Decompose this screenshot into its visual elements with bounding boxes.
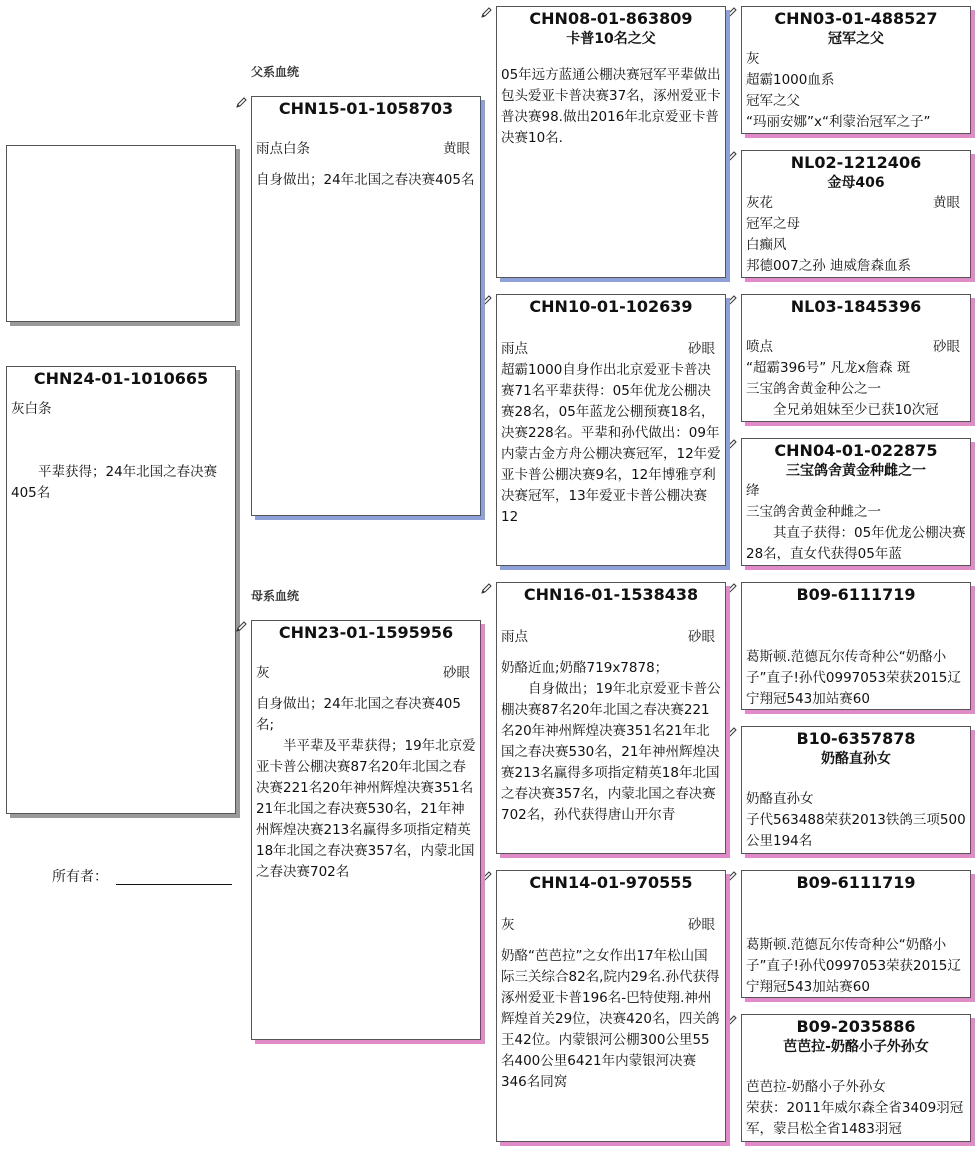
ssd-card [741, 150, 971, 278]
sire-sire-name: 卡普10名之父 [566, 31, 656, 47]
sss-line: 灰 [746, 51, 760, 67]
paternal-label: 父系血统 [251, 65, 300, 79]
ssd-color: 灰花 [746, 195, 773, 211]
sdd-ring: CHN04-01-022875 [774, 441, 938, 460]
subject-card [6, 366, 236, 814]
edit-pencil-icon[interactable] [726, 582, 738, 594]
sire-eye: 黄眼 [443, 141, 470, 157]
dss-card [741, 582, 971, 710]
dam-sire-color: 雨点 [501, 629, 528, 645]
sire-dam-text: 超霸1000自身作出北京爱亚卡普决赛71名平辈获得：05年优龙公棚决赛28名，05年蓝龙公棚预赛18名，决赛228名。平辈和孙代做出：09年内蒙古金方舟公棚决赛冠军，12年爱亚卡普公棚决赛9名，12年博雅亨利决赛冠军，13年爱亚卡普公棚决赛12 [501, 362, 721, 525]
dam-text-2: 半平辈及平辈获得；19年北京爱亚卡普公棚决赛87名20年北国之春决赛221名20年神州辉煌决赛351名21年北国之春决赛530名，21年神州辉煌决赛213名赢得多项指定精英18年北国之春决赛357名，内蒙北国之春决赛702名 [256, 738, 476, 880]
dam-sire-ring: CHN16-01-1538438 [523, 585, 699, 604]
edit-pencil-icon[interactable] [236, 620, 248, 632]
dam-color: 灰 [256, 665, 270, 681]
dam-dam-eye: 砂眼 [688, 917, 715, 933]
dss-ring: B09-6111719 [796, 585, 916, 604]
sss-ring: CHN03-01-488527 [774, 9, 938, 28]
sire-text: 自身做出；24年北国之春决赛405名 [256, 172, 475, 188]
sdd-name: 三宝鸽舍黄金种雌之一 [786, 463, 926, 479]
dam-dam-card [496, 870, 726, 1142]
sss-line: 超霸1000血系 [746, 72, 835, 88]
photo-box [6, 145, 236, 322]
owner-label: 所有者： [52, 869, 108, 885]
sire-sire-text: 05年远方蓝通公棚决赛冠军平辈做出包头爱亚卡普决赛37名，涿州爱亚卡普决赛98.做出2016年北京爱亚卡普决赛10名. [501, 67, 721, 146]
ssd-eye: 黄眼 [933, 195, 960, 211]
owner-signature-line [116, 884, 232, 885]
dam-dam-color: 灰 [501, 917, 515, 933]
sdd-text: 其直子获得：05年优龙公棚决赛28名，直女代获得05年蓝 [746, 525, 966, 562]
dam-eye: 砂眼 [443, 665, 470, 681]
sds-line: “超霸396号” 凡龙x詹森 斑 [746, 360, 911, 376]
sire-dam-ring: CHN10-01-102639 [529, 297, 693, 316]
ddd-card [741, 1014, 971, 1142]
ssd-line: 冠军之母 [746, 216, 800, 232]
sdd-card [741, 438, 971, 566]
dam-dam-text: 奶酪“芭芭拉”之女作出17年松山国际三关综合82名,院内29名.孙代获得涿州爱亚卡普196名-巴特使翔.神州辉煌首关29位，决赛420名，四关鸽王42位。内蒙银河公棚300公里55名400公里6421年内蒙银河决赛346名同窝 [501, 948, 720, 1090]
dam-sire-text-2: 自身做出；19年北京爱亚卡普公棚决赛87名20年北国之春决赛221名20年神州辉煌决赛351名21年北国之春决赛530名，21年神州辉煌决赛213名赢得多项指定精英18年北国之春决赛357名，内蒙北国之春决赛702名，孙代获得唐山开尔青 [501, 681, 721, 823]
sds-eye: 砂眼 [933, 339, 960, 355]
dds-text: 葛斯顿.范德瓦尔传奇种公“奶酪小子”直子!孙代0997053荣获2015辽宁翔冠543加站赛60 [746, 937, 961, 995]
edit-pencil-icon[interactable] [726, 870, 738, 882]
sire-color: 雨点白条 [256, 141, 310, 157]
subject-color: 灰白条 [11, 401, 52, 417]
sire-card [251, 96, 481, 516]
dam-sire-eye: 砂眼 [688, 629, 715, 645]
dam-text-1: 自身做出；24年北国之春决赛405名; [256, 696, 461, 733]
ddd-ring: B09-2035886 [796, 1017, 916, 1036]
dam-card [251, 620, 481, 1040]
dds-card [741, 870, 971, 998]
dam-ring: CHN23-01-1595956 [278, 623, 454, 642]
sds-ring: NL03-1845396 [790, 297, 922, 316]
ddd-name: 芭芭拉-奶酪小子外孙女 [783, 1039, 929, 1055]
ssd-ring: NL02-1212406 [790, 153, 922, 172]
sds-card [741, 294, 971, 422]
sss-line: 冠军之父 [746, 93, 800, 109]
edit-pencil-icon[interactable] [481, 582, 493, 594]
edit-pencil-icon[interactable] [726, 150, 738, 162]
edit-pencil-icon[interactable] [726, 6, 738, 18]
dsd-card [741, 726, 971, 854]
dsd-line: 奶酪直孙女 [746, 791, 814, 807]
edit-pencil-icon[interactable] [481, 294, 493, 306]
dss-text: 葛斯顿.范德瓦尔传奇种公“奶酪小子”直子!孙代0997053荣获2015辽宁翔冠543加站赛60 [746, 649, 961, 707]
edit-pencil-icon[interactable] [481, 6, 493, 18]
sdd-line: 绛 [746, 483, 760, 499]
sss-card [741, 6, 971, 134]
ssd-line: 邦德007之孙 迪威詹森血系 [746, 258, 912, 274]
edit-pencil-icon[interactable] [726, 1014, 738, 1026]
edit-pencil-icon[interactable] [236, 96, 248, 108]
dam-dam-ring: CHN14-01-970555 [529, 873, 693, 892]
ddd-line: 荣获：2011年威尔森全省3409羽冠军，蒙吕松全省1483羽冠 [746, 1100, 964, 1137]
maternal-label: 母系血统 [251, 589, 300, 603]
dds-ring: B09-6111719 [796, 873, 916, 892]
edit-pencil-icon[interactable] [481, 870, 493, 882]
subject-achievement: 平辈获得；24年北国之春决赛405名 [11, 464, 218, 501]
sss-line: “玛丽安娜”x“利蒙治冠军之子” [746, 114, 931, 130]
dsd-name: 奶酪直孙女 [821, 751, 891, 767]
dsd-ring: B10-6357878 [796, 729, 916, 748]
sds-line: 三宝鸽舍黄金种公之一 [746, 381, 881, 397]
sdd-line: 三宝鸽舍黄金种雌之一 [746, 504, 881, 520]
subject-ring: CHN24-01-1010665 [33, 369, 209, 388]
ssd-line: 白癫风 [746, 237, 787, 253]
sire-ring: CHN15-01-1058703 [278, 99, 454, 118]
sire-sire-card [496, 6, 726, 278]
ddd-line: 芭芭拉-奶酪小子外孙女 [746, 1079, 886, 1095]
sds-color: 喷点 [746, 339, 773, 355]
dam-sire-text-1: 奶酪近血;奶酪719x7878； [501, 660, 669, 676]
dam-sire-card [496, 582, 726, 854]
edit-pencil-icon[interactable] [726, 294, 738, 306]
edit-pencil-icon[interactable] [726, 438, 738, 450]
sire-dam-card [496, 294, 726, 566]
sire-dam-color: 雨点 [501, 341, 528, 357]
sds-line: 全兄弟姐妹至少已获10次冠 [773, 402, 939, 418]
sss-name: 冠军之父 [828, 31, 884, 47]
dsd-line: 子代563488荣获2013铁鸽三项500公里194名 [746, 812, 966, 849]
sire-sire-ring: CHN08-01-863809 [529, 9, 693, 28]
sire-dam-eye: 砂眼 [688, 341, 715, 357]
edit-pencil-icon[interactable] [726, 726, 738, 738]
ssd-name: 金母406 [827, 175, 885, 191]
